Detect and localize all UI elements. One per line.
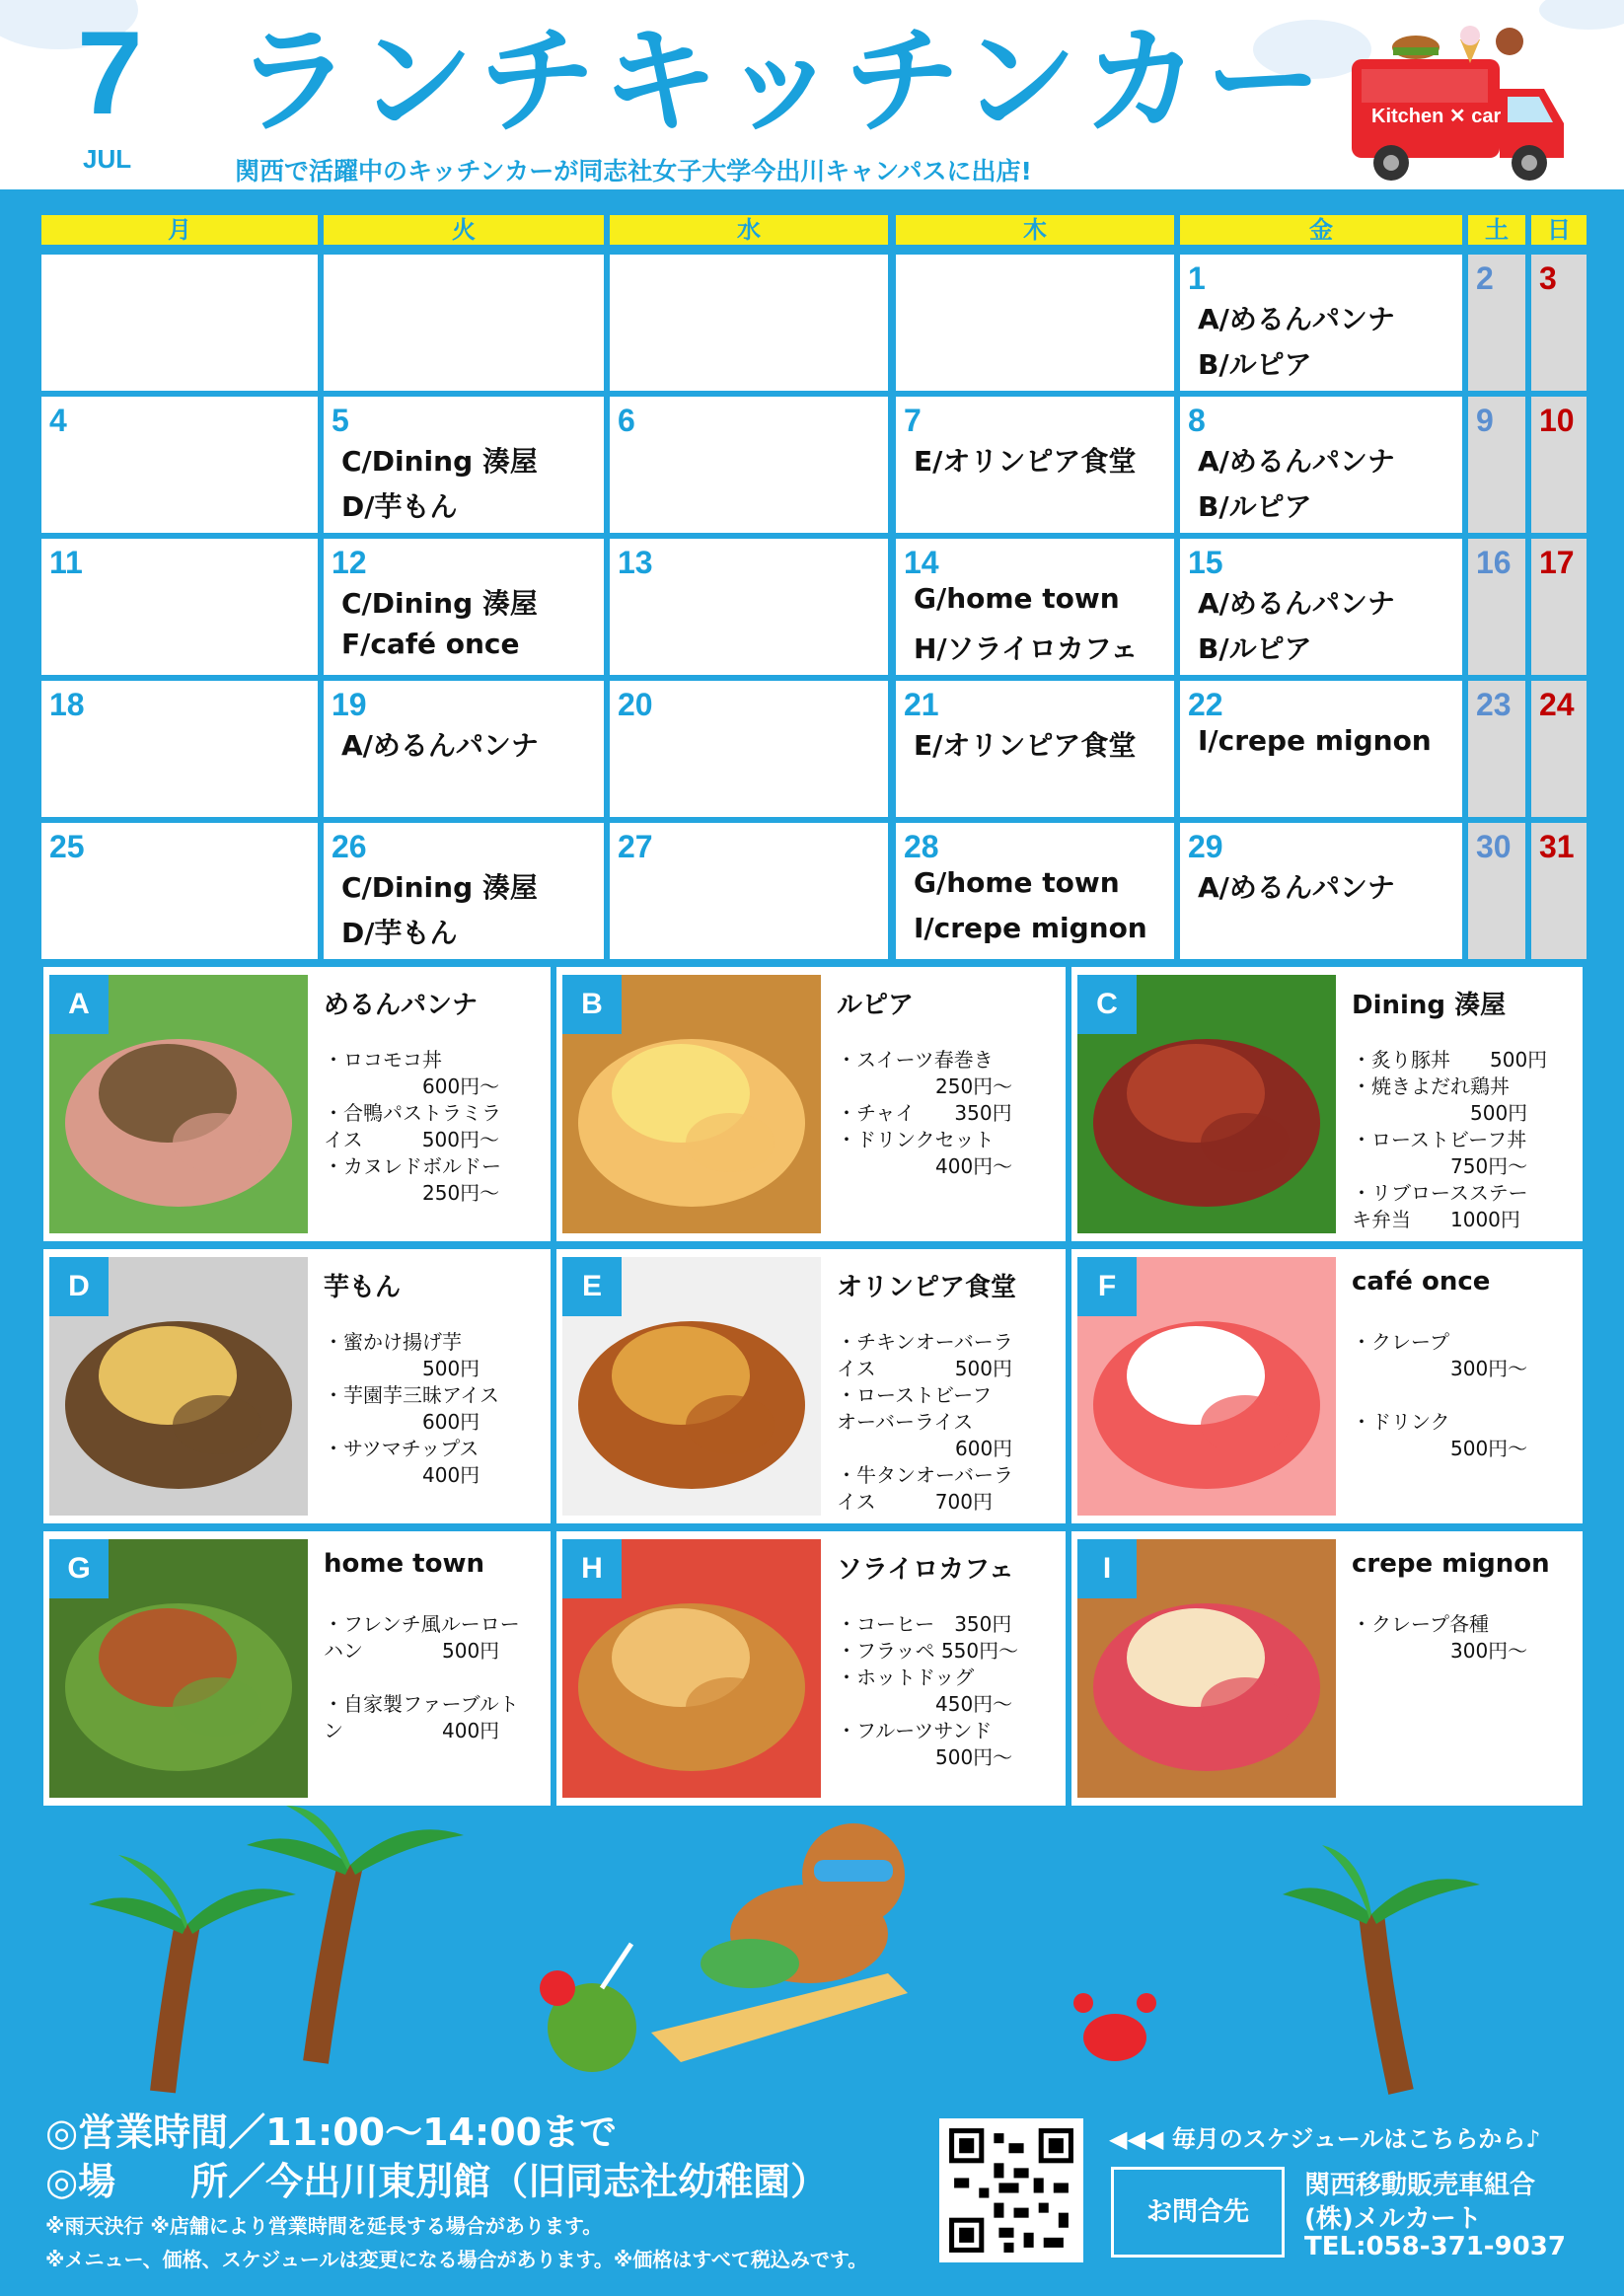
calendar-cell-tue <box>324 255 604 391</box>
day-number: 11 <box>49 545 83 580</box>
day-number: 9 <box>1476 403 1494 438</box>
calendar-cell-sun <box>1531 539 1587 675</box>
price-note: ※メニュー、価格、スケジュールは変更になる場合があります。※価格はすべて税込みです。 <box>45 2248 868 2271</box>
menu-item: ・焼きよだれ鶏丼 <box>1352 1074 1510 1098</box>
day-number: 30 <box>1476 829 1512 864</box>
month-abbreviation: JUL <box>83 144 132 174</box>
shop-name: めるんパンナ <box>324 991 479 1020</box>
day-number: 15 <box>1188 545 1223 580</box>
calendar-event: E/オリンピア食堂 <box>914 729 1137 762</box>
menu-item: ・フラッペ 550円〜 <box>837 1639 1019 1663</box>
calendar-cell-tue <box>324 823 604 959</box>
day-number: 4 <box>49 403 67 438</box>
menu-item: ・コーヒー 350円 <box>837 1612 1012 1636</box>
shop-card-d <box>43 1249 551 1523</box>
calendar-event: I/crepe mignon <box>914 912 1147 944</box>
shop-card-c <box>1071 967 1583 1241</box>
calendar-cell-thu <box>896 255 1174 391</box>
menu-item: 750円〜 <box>1352 1154 1528 1178</box>
menu-item: 450円〜 <box>837 1692 1013 1716</box>
menu-item: ・炙り豚丼 500円 <box>1352 1048 1548 1072</box>
menu-item: ・牛タンオーバーラ <box>837 1463 1013 1487</box>
day-number: 22 <box>1188 687 1223 722</box>
day-number: 31 <box>1539 829 1575 864</box>
menu-item: 400円〜 <box>837 1154 1013 1178</box>
day-number: 29 <box>1188 829 1223 864</box>
shop-name: ルピア <box>837 991 915 1020</box>
shop-card-b <box>556 967 1066 1241</box>
shop-letter-badge: D <box>49 1257 109 1316</box>
month-number: 7 <box>77 7 143 139</box>
day-number: 20 <box>618 687 653 722</box>
palm-tree-icon <box>89 1855 296 2092</box>
calendar-event: I/crepe mignon <box>1198 724 1432 757</box>
calendar-cell-mon <box>41 823 318 959</box>
menu-item: 500円 <box>1352 1101 1528 1125</box>
shop-letter-badge: A <box>49 975 109 1034</box>
menu-item: ・蜜かけ揚げ芋 <box>324 1330 462 1354</box>
calendar-cell-thu <box>896 539 1174 675</box>
calendar-cell-sat <box>1468 823 1525 959</box>
calendar-event: F/café once <box>341 628 520 660</box>
menu-item: 500円〜 <box>837 1745 1013 1769</box>
day-number: 23 <box>1476 687 1512 722</box>
page-subtitle: 関西で活躍中のキッチンカーが同志社女子大学今出川キャンパスに出店! <box>235 157 1032 185</box>
menu-item: ・クレープ <box>1352 1330 1449 1354</box>
calendar-event: H/ソライロカフェ <box>914 632 1139 665</box>
calendar-event: A/めるんパンナ <box>1198 587 1395 620</box>
day-number: 8 <box>1188 403 1206 438</box>
menu-item: イス 700円 <box>837 1490 993 1514</box>
calendar-cell-sun <box>1531 681 1587 817</box>
day-number: 3 <box>1539 260 1557 296</box>
shop-name: 芋もん <box>324 1273 402 1302</box>
calendar-event: C/Dining 湊屋 <box>341 587 538 620</box>
contact-organization: 関西移動販売車組合 <box>1304 2171 1536 2200</box>
weekday-header-sat: 土 <box>1468 215 1525 245</box>
day-number: 10 <box>1539 403 1575 438</box>
menu-item: ・ドリンク <box>1352 1410 1450 1434</box>
menu-item: 600円 <box>837 1437 1013 1460</box>
menu-item: ・ローストビーフ丼 <box>1352 1128 1527 1151</box>
day-number: 7 <box>904 403 922 438</box>
calendar-event: G/home town <box>914 582 1120 615</box>
day-number: 26 <box>332 829 367 864</box>
calendar-event: G/home town <box>914 866 1120 899</box>
shop-name: ソライロカフェ <box>837 1555 1014 1585</box>
menu-item: イス 500円〜 <box>324 1128 499 1151</box>
calendar-cell-wed <box>610 255 888 391</box>
kitchen-car-icon <box>1342 20 1579 187</box>
calendar-cell-mon <box>41 255 318 391</box>
palm-tree-icon <box>247 1806 464 2062</box>
calendar-cell-fri <box>1180 823 1462 959</box>
menu-item: ・チャイ 350円 <box>837 1101 1012 1125</box>
menu-item: ・サツマチップス <box>324 1437 480 1460</box>
menu-item: オーバーライス <box>837 1410 974 1434</box>
day-number: 6 <box>618 403 635 438</box>
weekday-header-fri: 金 <box>1180 215 1462 245</box>
day-number: 18 <box>49 687 85 722</box>
calendar-event: A/めるんパンナ <box>1198 445 1395 478</box>
menu-item: 300円〜 <box>1352 1639 1528 1663</box>
coconut-drink-icon <box>540 1944 636 2072</box>
weekday-header-mon: 月 <box>41 215 318 245</box>
calendar-cell-sat <box>1468 255 1525 391</box>
shop-card-h <box>556 1531 1066 1806</box>
schedule-link[interactable]: ◀◀◀ 毎月のスケジュールはこちらから♪ <box>1109 2125 1541 2153</box>
palm-tree-icon <box>1283 1845 1480 2092</box>
calendar-event: C/Dining 湊屋 <box>341 871 538 904</box>
shop-letter-badge: I <box>1077 1539 1137 1598</box>
svg-text:Kitchen ✕ car: Kitchen ✕ car <box>1371 106 1502 127</box>
day-number: 27 <box>618 829 653 864</box>
calendar-cell-tue <box>324 397 604 533</box>
menu-item: ・フルーツサンド <box>837 1719 993 1742</box>
day-number: 24 <box>1539 687 1575 722</box>
calendar-event: A/めるんパンナ <box>1198 871 1395 904</box>
calendar-cell-mon <box>41 539 318 675</box>
shop-name: café once <box>1352 1267 1491 1296</box>
day-number: 2 <box>1476 260 1494 296</box>
page-title: ランチキッチンカー <box>235 13 1328 149</box>
calendar-cell-fri <box>1180 539 1462 675</box>
calendar-event: B/ルピア <box>1198 348 1312 381</box>
business-hours: ◎営業時間／11:00〜14:00まで <box>45 2111 618 2154</box>
menu-item: ・フレンチ風ルーロー <box>324 1612 520 1636</box>
weekday-header-tue: 火 <box>324 215 604 245</box>
shop-name: crepe mignon <box>1352 1549 1550 1579</box>
menu-item: ・スイーツ春巻き <box>837 1048 994 1072</box>
menu-item: ・ローストビーフ <box>837 1383 993 1407</box>
shop-letter-badge: H <box>562 1539 622 1598</box>
contact-label: お問合先 <box>1111 2167 1285 2258</box>
calendar-cell-wed <box>610 823 888 959</box>
calendar-event: B/ルピア <box>1198 632 1312 665</box>
bear-on-lounger-icon <box>651 1823 908 2062</box>
day-number: 5 <box>332 403 349 438</box>
calendar-cell-wed <box>610 681 888 817</box>
menu-item: 600円〜 <box>324 1074 500 1098</box>
menu-item: ・自家製ファーブルト <box>324 1692 519 1716</box>
calendar-cell-sat <box>1468 397 1525 533</box>
day-number: 17 <box>1539 545 1575 580</box>
day-number: 25 <box>49 829 85 864</box>
menu-item: ・芋園芋三昧アイス <box>324 1383 499 1407</box>
weekday-header-thu: 木 <box>896 215 1174 245</box>
calendar-event: B/ルピア <box>1198 490 1312 523</box>
menu-item: ・ホットドッグ <box>837 1666 975 1689</box>
day-number: 21 <box>904 687 939 722</box>
calendar-cell-fri <box>1180 255 1462 391</box>
weekday-header-wed: 水 <box>610 215 888 245</box>
calendar-event: E/オリンピア食堂 <box>914 445 1137 478</box>
calendar-event: C/Dining 湊屋 <box>341 445 538 478</box>
weekday-header-sun: 日 <box>1531 215 1587 245</box>
calendar-event: A/めるんパンナ <box>1198 303 1395 335</box>
calendar-event: A/めるんパンナ <box>341 729 539 762</box>
shop-letter-badge: C <box>1077 975 1137 1034</box>
crab-icon <box>1073 1993 1156 2061</box>
shop-letter-badge: F <box>1077 1257 1137 1316</box>
shop-letter-badge: G <box>49 1539 109 1598</box>
menu-item: 400円 <box>324 1463 480 1487</box>
calendar-cell-wed <box>610 539 888 675</box>
calendar-cell-fri <box>1180 397 1462 533</box>
page-header <box>0 0 1624 189</box>
calendar-cell-mon <box>41 397 318 533</box>
menu-item: 250円〜 <box>837 1074 1013 1098</box>
menu-item: 600円 <box>324 1410 480 1434</box>
day-number: 12 <box>332 545 367 580</box>
shop-letter-badge: B <box>562 975 622 1034</box>
menu-item: 500円 <box>324 1357 480 1380</box>
day-number: 28 <box>904 829 939 864</box>
menu-item: ・ロコモコ丼 <box>324 1048 442 1072</box>
calendar-cell-thu <box>896 823 1174 959</box>
calendar-event: D/芋もん <box>341 917 458 949</box>
shop-card-e <box>556 1249 1066 1523</box>
menu-item: 500円〜 <box>1352 1437 1528 1460</box>
day-number: 14 <box>904 545 939 580</box>
beach-decoration <box>0 1806 1624 2102</box>
contact-phone[interactable]: TEL:058-371-9037 <box>1304 2232 1566 2261</box>
menu-item: ・ドリンクセット <box>837 1128 995 1151</box>
calendar-cell-sat <box>1468 539 1525 675</box>
menu-item: ・クレープ各種 <box>1352 1612 1489 1636</box>
day-number: 13 <box>618 545 653 580</box>
calendar-cell-tue <box>324 681 604 817</box>
shop-name: Dining 湊屋 <box>1352 991 1507 1020</box>
menu-item: ・カヌレドボルドー <box>324 1154 501 1178</box>
location: ◎場 所／今出川東別館（旧同志社幼稚園） <box>45 2160 829 2203</box>
menu-item: ・チキンオーバーラ <box>837 1330 1013 1354</box>
calendar-cell-wed <box>610 397 888 533</box>
calendar-cell-sun <box>1531 255 1587 391</box>
menu-item: ハン 500円 <box>324 1639 500 1663</box>
menu-item: キ弁当 1000円 <box>1352 1208 1520 1231</box>
shop-letter-badge: E <box>562 1257 622 1316</box>
calendar-event: D/芋もん <box>341 490 458 523</box>
calendar-cell-thu <box>896 397 1174 533</box>
day-number: 16 <box>1476 545 1512 580</box>
calendar-cell-fri <box>1180 681 1462 817</box>
calendar-cell-sun <box>1531 397 1587 533</box>
shop-card-i <box>1071 1531 1583 1806</box>
shop-card-a <box>43 967 551 1241</box>
calendar-cell-thu <box>896 681 1174 817</box>
calendar-cell-tue <box>324 539 604 675</box>
calendar-cell-sun <box>1531 823 1587 959</box>
qr-code[interactable] <box>939 2118 1083 2262</box>
menu-item: ・リブロースステー <box>1352 1181 1528 1205</box>
day-number: 1 <box>1188 260 1206 296</box>
menu-item: 250円〜 <box>324 1181 500 1205</box>
menu-item: ン 400円 <box>324 1719 500 1742</box>
menu-item: ・合鴨パストラミラ <box>324 1101 501 1125</box>
shop-name: home town <box>324 1549 484 1579</box>
calendar-cell-mon <box>41 681 318 817</box>
shop-card-g <box>43 1531 551 1806</box>
shop-name: オリンピア食堂 <box>837 1273 1017 1302</box>
rain-note: ※雨天決行 ※店舗により営業時間を延長する場合があります。 <box>45 2214 603 2238</box>
menu-item: 300円〜 <box>1352 1357 1528 1380</box>
calendar-cell-sat <box>1468 681 1525 817</box>
contact-company: (株)メルカート <box>1304 2204 1482 2234</box>
day-number: 19 <box>332 687 367 722</box>
menu-item: イス 500円 <box>837 1357 1012 1380</box>
shop-card-f <box>1071 1249 1583 1523</box>
